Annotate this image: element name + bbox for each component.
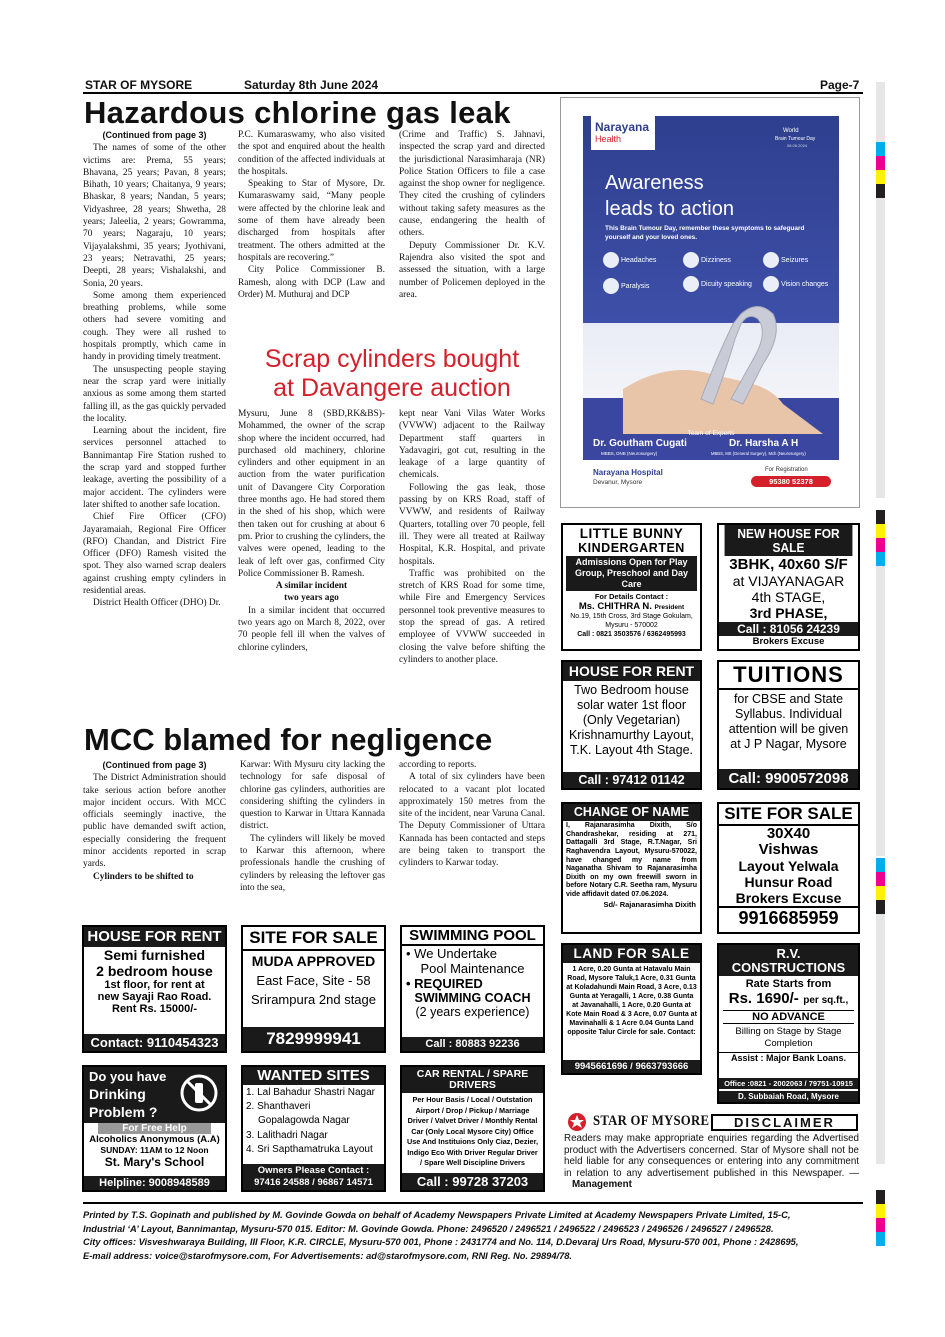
paragraph: (Crime and Traffic) S. Jahnavi, inspected the scrap yard and directed the jurisdictional Narasimharaja (NR) Police Station Officers to file a case against the shop owner for negligence. They cited the crushing of cylinders without taking safety measures as the cause, endangering the health of others. [399,130,545,239]
masthead-name: STAR OF MYSORE [85,78,193,92]
ad-line: SWIMMING COACH [414,991,531,1005]
ad-price [719,990,858,1008]
ad-line: 3rd PHASE, [749,605,828,622]
ad-line: East Face, Site - 58 [256,973,371,988]
ad-line: Pool Maintenance [420,961,525,976]
imprint-line: City offices: Visveshwaraya Building, III Floor, K.R. CIRCLE, Mysuru-570 001, Phone : 2431774 and No. 114, D.Devaraj Urs Road, Mysuru-570 001, Phone : 2428695, [83,1237,799,1248]
brand-name: STAR OF MYSORE [593,1113,710,1129]
paragraph: kept near Vani Vilas Water Works (VVWW) adjacent to the Railway Department staff quarters in Yadavagiri, got cut, resulting in the leakage of a large quantity of chemicals. [399,409,545,481]
doctor-2-name: Dr. Harsha A H [729,438,799,449]
article1-column-3 [399,129,545,341]
change-of-name-ad [561,802,702,934]
awareness-ribbon-hand-image [623,294,823,434]
symptom: Dizziness [700,256,731,264]
ad-heading: Drinking [89,1086,146,1102]
swimming-pool-ad[interactable] [400,925,545,1053]
ad-heading: CAR RENTAL / SPARE DRIVERS [402,1067,543,1093]
ad-title-1: Awareness [605,172,704,194]
ad-poster [583,116,839,492]
ad-phone[interactable]: 9916685959 [719,906,858,929]
ad-line: For Free Help [98,1123,211,1134]
symptom: Vision changes [780,280,829,288]
paragraph: Some among them experienced breathing problems, while some others had severe vomiting and cough. They were all rushed to hospitals promptly, which came in handy in providing timely treatment. [83,290,226,363]
disclaimer-text [564,1133,859,1191]
imprint-line: E-mail address: voice@starofmysore.com, For Advertisements: ad@starofmysore.com, RNI Reg. No. 29894/78. [83,1250,572,1261]
article3-column-1 [83,759,226,915]
headache-icon [603,252,619,268]
disclaimer-heading: DISCLAIMER [711,1114,858,1131]
ad-body: Per Hour Basis / Local / Outstation Airport / Drop / Pickup / Marriage Driver / Valvet Driver / Monthly Rental Car (Only Local Mysore City) Office Use And Instituions Only Ciaz, Dezier, Indigo Eco With Driver Regular Driver / Spare Well Discipline Drivers [406,1095,539,1168]
doctor-2-degree: MBBS, MS (General Surgery), Mch (Neurosurgery) [711,451,806,456]
ad-line: Rent Rs. 15000/- [112,1002,197,1015]
registration-label: For Registration [765,467,808,473]
ad-body: 1 Acre, 0.20 Gunta at Hatavalu Main Road, Mysore Taluk,1 Acre, 0.31 Gunta at Koladahundi Main Road, 3 Acre, 0.13 Gunta at Yeragalli, 1 Acre, 0.38 Gunta at Javanahalli, 1 Acre, 0.20 Gunta at Kote Main Road & 3 Acre, 0.07 Gunta at Mavinahalli & 1 Acre 0.04 Gunta Land opposite Talur Circle for sale. Contact: [566,966,697,1037]
ad-address: D. Subbaiah Road, Mysore [719,1091,858,1102]
site-for-sale-ad-2[interactable] [241,925,386,1053]
disclaimer-signature: Management [572,1179,632,1190]
paragraph: The unsuspecting people staying near the scrap yard were initially anxious as some among them started falling ill, as the gas quickly pervaded the locality. [83,364,226,424]
article-headline-chlorine-leak: Hazardous chlorine gas leak [84,95,511,130]
ad-phone[interactable]: Call : 97412 01142 [563,772,700,788]
ad-line: new Sayaji Rao Road. [97,990,212,1003]
article3-column-3 [399,759,545,915]
continued-note: (Continued from page 3) [102,760,207,770]
little-bunny-ad[interactable] [561,523,702,651]
ad-line: Layout Yelwala [738,858,839,874]
ad-phone[interactable]: Call : 81056 24239 [719,622,858,636]
ad-line: Brokers Excuse [735,890,842,906]
ad-heading: Do you have [89,1069,167,1084]
ad-line: 30X40 [766,825,811,842]
day-label: Brain Tumour Day [775,136,816,142]
rv-constructions-ad[interactable] [717,943,860,1104]
ad-contact[interactable] [243,1164,384,1190]
ad-banner: Admissions Open for Play Group, Preschool and Day Care [566,556,697,591]
ad-heading: HOUSE FOR RENT [84,927,225,947]
ad-heading: NEW HOUSE FOR SALE [725,525,853,556]
paragraph: Speaking to Star of Mysore, Dr. Kumaraswamy said, “Many people were affected by the chlorine leak and some of them have already been discharged from hospitals after treatment. The others admitted at the hospitals are recovering.” [238,179,385,263]
land-for-sale-ad[interactable] [561,943,702,1075]
symptom: Seizures [780,256,809,264]
paragraph: The District Administration should take serious action before another major incident occurs. With MCC officials seemingly inactive, the public have demanded swift action, especially considering the frequent minor accidents reported in scrap yards. [83,773,226,870]
paragraph: Mysuru, June 8 (SBD,RK&BS)- Mohammed, the owner of the scrap shop where the incident occurred, had purchased old machinery, chlorine cylinders and other equipment in an auction from the water purification unit of Davangere City Corporation three months ago. He had stored them in the shed of his shop, which were then taken out for crushing at about 6 pm. Prior to crushing the cylinders, the valves were opened, leading to the leak of left over gas, confirmed City Police Commissioner B. Ramesh. [238,409,385,579]
paragraph: Following the gas leak, those passing by on KRS Road, staff of VVWW, and residents of Railway Quarters, totalling over 70 people, fell ill. They were all treated at Railway Hospital, K.R. Hospital, and private hospitals. [399,482,545,567]
ad-line: Srirampura 2nd stage [250,992,376,1007]
paragraph: Learning about the incident, fire services personnel attached to Bannimantap Fire Station rushed to the scrap yard and stopped further leakage, averting the possibility of a major accident. The cylinders were later shifted to another safe location. [83,426,226,510]
ad-heading: SWIMMING POOL [402,927,543,946]
ad-address: No.19, 15th Cross, 3rd Stage Gokulam, Mysuru - 570002 [570,613,693,629]
ad-line: 4th STAGE, [751,589,826,606]
subhead: two years ago [284,593,339,604]
symptom: Headaches [620,256,657,264]
ad-line: Alcoholics Anonymous (A.A) [89,1134,220,1145]
ad-line: MUDA APPROVED [251,953,376,969]
list-item: 3. Lalithadri Nagar [246,1129,328,1141]
ad-line: 1st floor, for rent at [104,978,205,991]
doctor-1-degree: MBBS, DNB (Neurosurgery) [601,451,658,456]
symptom: Dicuity speaking [700,280,752,288]
ad-line: (2 years experience) [415,1005,530,1019]
narayana-health-ad[interactable] [560,97,860,508]
footer-rule [83,1202,863,1204]
header-rule [83,92,863,94]
ad-signature: Sd/- Rajanarasimha Dixith [603,900,696,910]
list-item: 2. Shanthaveri [246,1101,311,1113]
paragraph: The cylinders will likely be moved to Karwar this afternoon, where professionals handle the crushing of cylinders by releasing the leftover gas into the sea, [240,833,385,893]
disclaimer-box [561,1112,860,1192]
ad-line: 3BHK, 40x60 S/F [729,556,848,574]
ad-heading: R.V. CONSTRUCTIONS [719,945,858,976]
tuitions-ad[interactable] [717,660,860,790]
ad-line: SUNDAY: 11AM to 12 Noon [100,1145,209,1155]
ad-line: at VIJAYANAGAR [732,573,845,590]
page-number: Page-7 [820,78,860,92]
star-of-mysore-logo-icon [567,1112,587,1132]
ad-line: St. Mary's School [104,1155,205,1169]
seizure-icon [763,252,779,268]
day-date: 08.06.2024 [787,143,808,148]
paragraph: Karwar: With Mysuru city lacking the technology for safe disposal of chlorine gas cylinders, authorities are considering shifting the cylinders in question to Karwar in Uttara Kannada district. [240,760,385,832]
article-headline-scrap-cylinders [238,345,546,403]
ad-title: KINDERGARTEN [578,541,685,555]
ad-line: Rate Starts from [745,978,832,991]
ad-footer: Brokers Excuse [752,636,825,648]
ad-phone[interactable]: Call: 9900572098 [719,769,858,788]
paragraph: City Police Commissioner B. Ramesh, along with DCP (Law and Order) M. Muthuraj and DCP [238,265,385,300]
article2-column-2 [399,408,545,720]
paragraph: Deputy Commissioner Dr. K.V. Rajendra also visited the spot and assessed the situation, with a large number of Policemen deployed in the area. [399,240,545,300]
list-item: 1. Lal Bahadur Shastri Nagar [246,1086,375,1098]
ad-line: Billing on Stage by Stage Completion [735,1026,842,1050]
paragraph: A total of six cylinders have been relocated to a vacant plot located approximately 150 metres from the site of the incident, near Varuna Canal. The Deputy Commissioner of Uttara Kannada has been contacted and steps are being taken to transport the cylinders to Karwar today. [399,772,545,869]
speech-icon [683,276,699,292]
ad-body: I, Rajanarasimha Dixith, S/o Chandrashekar, residing at 271, Dattagalli 3rd Stage, R.T.Nagar, Sri Raghavendra Layout, Mysuru-570022, have changed my name from Naganatha Shivam to Rajanarasimha Dixith on my own freewill sworn in before Notary C.R. Seetha ram, Mysuru vide affidavit dated 07.06.2024. [566,822,697,898]
ad-phone[interactable]: 9945661696 / 9663793666 [563,1060,700,1073]
ad-phone[interactable]: Contact: 9110454323 [84,1034,225,1051]
paragraph: District Health Officer (DHO) Dr. [93,598,221,609]
ad-line: Hunsur Road [744,874,833,890]
article3-column-2 [240,759,385,915]
vision-icon [763,276,779,292]
doctor-1-name: Dr. Goutham Cugati [593,438,687,449]
list-item: 4. Sri Sapthamatruka Layout [246,1143,373,1155]
wanted-sites-ad[interactable] [241,1065,386,1192]
subhead: A similar incident [275,581,348,592]
car-rental-ad[interactable] [400,1065,545,1192]
logo-text: Narayana [595,120,650,134]
price: Rs. 1690/- [728,990,799,1008]
ad-line: Semi furnished [103,946,206,963]
contact-phone[interactable]: 97416 24588 / 96867 14571 [254,1177,373,1188]
ad-title-2: leads to action [605,198,734,220]
article-headline-mcc: MCC blamed for negligence [84,722,493,757]
disclaimer-body: Readers may make appropriate enquiries regarding the Advertised product with the Advertisers concerned. Star of Mysore shall not be held liable for any consequences or entering into any commitment in relation to any advertisement published in this Newspaper. — [564,1133,859,1179]
ad-heading: HOUSE FOR RENT [563,662,700,681]
ad-phone[interactable]: Call : 80883 92236 [402,1037,543,1051]
article1-column-2 [238,129,385,341]
article2-column-1 [238,408,385,720]
house-for-rent-ad-1[interactable] [561,660,702,790]
continued-note: (Continued from page 3) [102,130,207,140]
team-label: Team of Experts [687,430,735,437]
headline-line: at Davangere auction [273,374,511,402]
ad-phone[interactable]: Office :0821 - 2002063 / 79751-10915 [719,1078,858,1089]
ad-body: Two Bedroom house solar water 1st floor (Only Vegetarian) Krishnamurthy Layout, T.K. Layout 4th Stage. [568,682,695,757]
ad-line: Assist : Major Bank Loans. [719,1052,858,1063]
ad-heading: CHANGE OF NAME [563,804,700,821]
paragraph: The names of some of the other victims are: Prema, 55 years; Bhavana, 25 years; Pavan, 8 years; Bihath, 10 years; Chaitanya, 9 years; Bhaskar, 8 years; Nandan, 5 years; Vidyashree, 28 years; Shwetha, 28 years; Jaleelia, 2 years; Gowramma, 70 years; Nagaraju, 10 years; Vijayalakshmi, 35 years; Jyothivani, 23 years; Netravathi, 25 years; Deepti, 28 years; Vishalakshi, and Sonia, 20 years. [83,143,226,289]
paragraph: Chief Fire Officer (CFO) Jayaramaiah, Regional Fire Officer (RFO) Chandan, and District Fire Officer (DFO) Ramesh visited the spot. They also warned scrap dealers against crushing empty cylinders in residential areas. [83,512,226,596]
dizziness-icon [683,252,699,268]
no-drinking-icon [179,1073,219,1113]
subhead: Cylinders to be shifted to [93,871,194,882]
paralysis-icon [603,278,619,294]
house-for-rent-ad-2[interactable] [82,925,227,1053]
ad-phone[interactable]: Call : 0821 3503576 / 6362495993 [577,631,686,638]
price-unit: per sq.ft., [803,995,849,1007]
new-house-for-sale-ad[interactable] [717,523,860,651]
ad-heading: WANTED SITES [243,1067,384,1085]
ad-heading: SITE FOR SALE [243,927,384,951]
ad-line: 2 bedroom house [96,962,213,979]
ad-heading: SITE FOR SALE [719,804,858,826]
imprint-line: Industrial ‘A’ Layout, Bannimantap, Mysuru-570 015. Editor: M. Govinde Gowda. Phone: 2496520 / 2496521 / 2496522 / 2496523 / 2496526 / 2496527 / 2496528. [83,1223,774,1234]
imprint [83,1209,863,1263]
headline-line: Scrap cylinders bought [264,345,520,373]
contact-label: Owners Please Contact : [257,1165,370,1176]
paragraph: P.C. Kumaraswamy, who also visited the spot and enquired about the health condition of the affected individuals at the hospitals. [238,130,385,177]
ad-line: • REQUIRED [406,976,483,991]
symptom: Paralysis [620,282,650,290]
ad-phone[interactable]: Helpline: 9008948589 [84,1176,225,1190]
world-label: World [783,128,799,134]
ad-heading: TUITIONS [719,662,858,690]
ad-subtitle: This Brain Tumour Day, remember these symptoms to safeguard yourself and your loved ones. [605,225,805,241]
ad-phone[interactable]: Call : 99728 37203 [402,1173,543,1190]
ad-line: NO ADVANCE [723,1010,854,1024]
ad-line: • We Undertake [406,946,498,961]
logo-box [591,116,655,150]
alcoholics-anonymous-ad[interactable] [82,1065,227,1192]
ad-body: for CBSE and State Syllabus. Individual attention will be given at J P Nagar, Mysore [728,692,849,751]
paragraph: according to reports. [399,760,477,770]
contact-name: Ms. CHITHRA N. [578,601,652,612]
ad-title: LITTLE BUNNY [579,526,684,541]
list-item: Gopalagowda Nagar [258,1115,350,1127]
ad-phone[interactable]: 7829999941 [243,1027,384,1051]
ad-heading: Problem ? [89,1104,158,1120]
ad-text: For Details Contact : [594,592,669,601]
page-date: Saturday 8th June 2024 [244,78,379,92]
logo-sub: Health [595,134,622,144]
paragraph: In a similar incident that occurred two years ago on March 8, 2022, over 70 people fell ill when the valves of chlorine cylinders, [238,605,385,653]
paragraph: Traffic was prohibited on the stretch of KRS Road for some time, while Fire and Emergency Services personnel took preventive measures to stop the spread of gas. A retired employee of VVWW succeeded in closing the valve before shifting the cylinders to another place. [399,568,545,665]
imprint-line: Printed by T.S. Gopinath and published by M. Govinde Gowda on behalf of Academy Newspapers Private Limited at Academy Newspapers Private Limited, 15-C, [83,1210,791,1220]
article1-column-1 [83,129,226,719]
ad-heading: LAND FOR SALE [563,945,700,963]
registration-phone[interactable]: 95380 52378 [751,476,831,487]
ad-contact-name [563,601,700,612]
hospital-name: Narayana Hospital [593,468,663,477]
contact-role: President [654,604,685,611]
ad-line: Vishwas [758,841,819,858]
hospital-location: Devanur, Mysore [593,479,643,486]
site-for-sale-ad-1[interactable] [717,802,860,934]
